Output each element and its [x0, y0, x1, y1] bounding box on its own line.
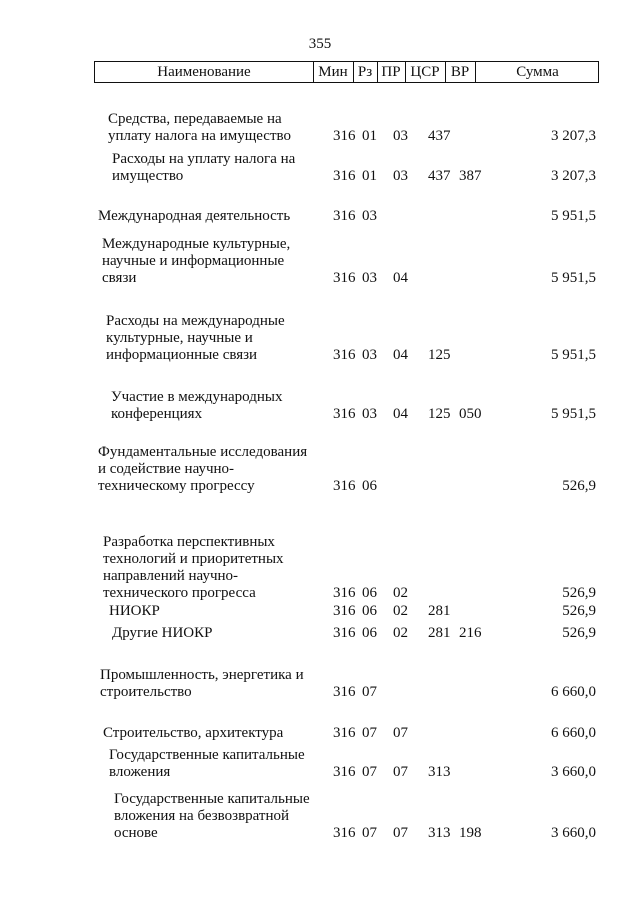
row-name-line: Разработка перспективных: [103, 534, 275, 550]
header-name: Наименование: [157, 63, 251, 80]
page-number: 355: [308, 36, 332, 52]
cell-rz: 03: [362, 270, 377, 286]
cell-sum: 5 951,5: [551, 347, 596, 363]
cell-pr: 02: [393, 603, 408, 619]
row-name-line: научные и информационные: [102, 253, 285, 269]
cell-csr: 313: [428, 825, 451, 841]
cell-pr: 03: [393, 168, 408, 184]
cell-min: 316: [333, 585, 356, 601]
cell-min: 316: [333, 208, 356, 224]
cell-min: 316: [333, 764, 356, 780]
row-name: [109, 747, 305, 781]
cell-pr: 02: [393, 625, 408, 641]
cell-rz: 06: [362, 478, 377, 494]
cell-csr: 313: [428, 764, 451, 780]
row-name-line: Расходы на международные: [106, 313, 285, 329]
cell-sum: 526,9: [562, 625, 596, 641]
cell-sum: 526,9: [562, 585, 596, 601]
cell-pr: 04: [393, 406, 408, 422]
row-name-line: и содействие научно-: [98, 461, 235, 477]
cell-rz: 01: [362, 168, 377, 184]
row-name-line: основе: [114, 825, 158, 841]
cell-pr: 04: [393, 347, 408, 363]
cell-vr: 387: [459, 168, 482, 184]
header-min: Мин: [318, 63, 348, 80]
cell-rz: 06: [362, 603, 377, 619]
row-name-line: направлений научно-: [103, 568, 239, 584]
cell-rz: 07: [362, 725, 377, 741]
row-name: [108, 111, 291, 145]
row-name: [102, 236, 290, 287]
row-name: [103, 725, 283, 742]
cell-sum: 3 207,3: [551, 168, 596, 184]
cell-min: 316: [333, 406, 356, 422]
row-name: [98, 444, 307, 495]
cell-min: 316: [333, 625, 356, 641]
cell-rz: 07: [362, 684, 377, 700]
row-name-line: Международная деятельность: [98, 208, 291, 224]
cell-sum: 6 660,0: [551, 725, 596, 741]
row-name: [112, 625, 212, 642]
cell-pr: 04: [393, 270, 408, 286]
cell-min: 316: [333, 168, 356, 184]
row-name-line: Участие в международных: [111, 389, 283, 405]
row-name-line: Другие НИОКР: [112, 625, 213, 641]
cell-sum: 3 207,3: [551, 128, 596, 144]
cell-pr: 03: [393, 128, 408, 144]
cell-pr: 07: [393, 725, 408, 741]
cell-csr: 281: [428, 603, 451, 619]
cell-min: 316: [333, 825, 356, 841]
cell-sum: 526,9: [562, 478, 596, 494]
row-name-line: Строительство, архитектура: [103, 725, 284, 741]
row-name-line: вложения: [109, 764, 171, 780]
header-rz: Рз: [357, 63, 373, 80]
cell-sum: 3 660,0: [551, 764, 596, 780]
cell-sum: 5 951,5: [551, 406, 596, 422]
cell-sum: 5 951,5: [551, 208, 596, 224]
row-name-line: строительство: [100, 684, 192, 700]
header-pr: ПР: [381, 63, 401, 80]
cell-rz: 01: [362, 128, 377, 144]
cell-vr: 216: [459, 625, 482, 641]
cell-pr: 02: [393, 585, 408, 601]
table-header: [94, 61, 599, 83]
cell-pr: 07: [393, 825, 408, 841]
row-name-line: культурные, научные и: [106, 330, 253, 346]
cell-min: 316: [333, 684, 356, 700]
row-name: [109, 603, 160, 620]
cell-vr: 050: [459, 406, 482, 422]
row-name: [114, 791, 310, 842]
row-name-line: техническому прогрессу: [98, 478, 255, 494]
cell-csr: 437: [428, 168, 451, 184]
cell-min: 316: [333, 128, 356, 144]
cell-vr: 198: [459, 825, 482, 841]
row-name-line: информационные связи: [106, 347, 258, 363]
cell-rz: 03: [362, 406, 377, 422]
row-name-line: Государственные капитальные: [114, 791, 310, 807]
cell-csr: 125: [428, 347, 451, 363]
row-name-line: Фундаментальные исследования: [98, 444, 308, 460]
row-name: [111, 389, 282, 423]
cell-sum: 5 951,5: [551, 270, 596, 286]
cell-pr: 07: [393, 764, 408, 780]
cell-min: 316: [333, 347, 356, 363]
cell-min: 316: [333, 478, 356, 494]
cell-rz: 03: [362, 208, 377, 224]
cell-sum: 526,9: [562, 603, 596, 619]
row-name-line: НИОКР: [109, 603, 160, 619]
cell-rz: 07: [362, 825, 377, 841]
row-name-line: технологий и приоритетных: [103, 551, 284, 567]
row-name-line: уплату налога на имущество: [108, 128, 291, 144]
row-name-line: конференциях: [111, 406, 203, 422]
cell-csr: 281: [428, 625, 451, 641]
row-name-line: Государственные капитальные: [109, 747, 305, 763]
cell-rz: 03: [362, 347, 377, 363]
cell-rz: 06: [362, 625, 377, 641]
row-name-line: вложения на безвозвратной: [114, 808, 290, 824]
row-name: [103, 534, 284, 602]
row-name-line: имущество: [112, 168, 184, 184]
row-name-line: Расходы на уплату налога на: [112, 151, 296, 167]
row-name-line: технического прогресса: [103, 585, 256, 601]
cell-min: 316: [333, 725, 356, 741]
row-name: [106, 313, 285, 364]
row-name: [100, 667, 304, 701]
cell-min: 316: [333, 270, 356, 286]
row-name-line: Промышленность, энергетика и: [100, 667, 304, 683]
cell-sum: 6 660,0: [551, 684, 596, 700]
row-name-line: Средства, передаваемые на: [108, 111, 282, 127]
cell-csr: 125: [428, 406, 451, 422]
cell-csr: 437: [428, 128, 451, 144]
row-name-line: связи: [102, 270, 137, 286]
header-vr: ВР: [450, 63, 470, 80]
cell-sum: 3 660,0: [551, 825, 596, 841]
row-name: [112, 151, 295, 185]
cell-min: 316: [333, 603, 356, 619]
row-name-line: Международные культурные,: [102, 236, 291, 252]
cell-rz: 07: [362, 764, 377, 780]
row-name: [98, 208, 290, 225]
header-csr: ЦСР: [410, 63, 440, 80]
header-sum: Сумма: [516, 63, 559, 80]
cell-rz: 06: [362, 585, 377, 601]
